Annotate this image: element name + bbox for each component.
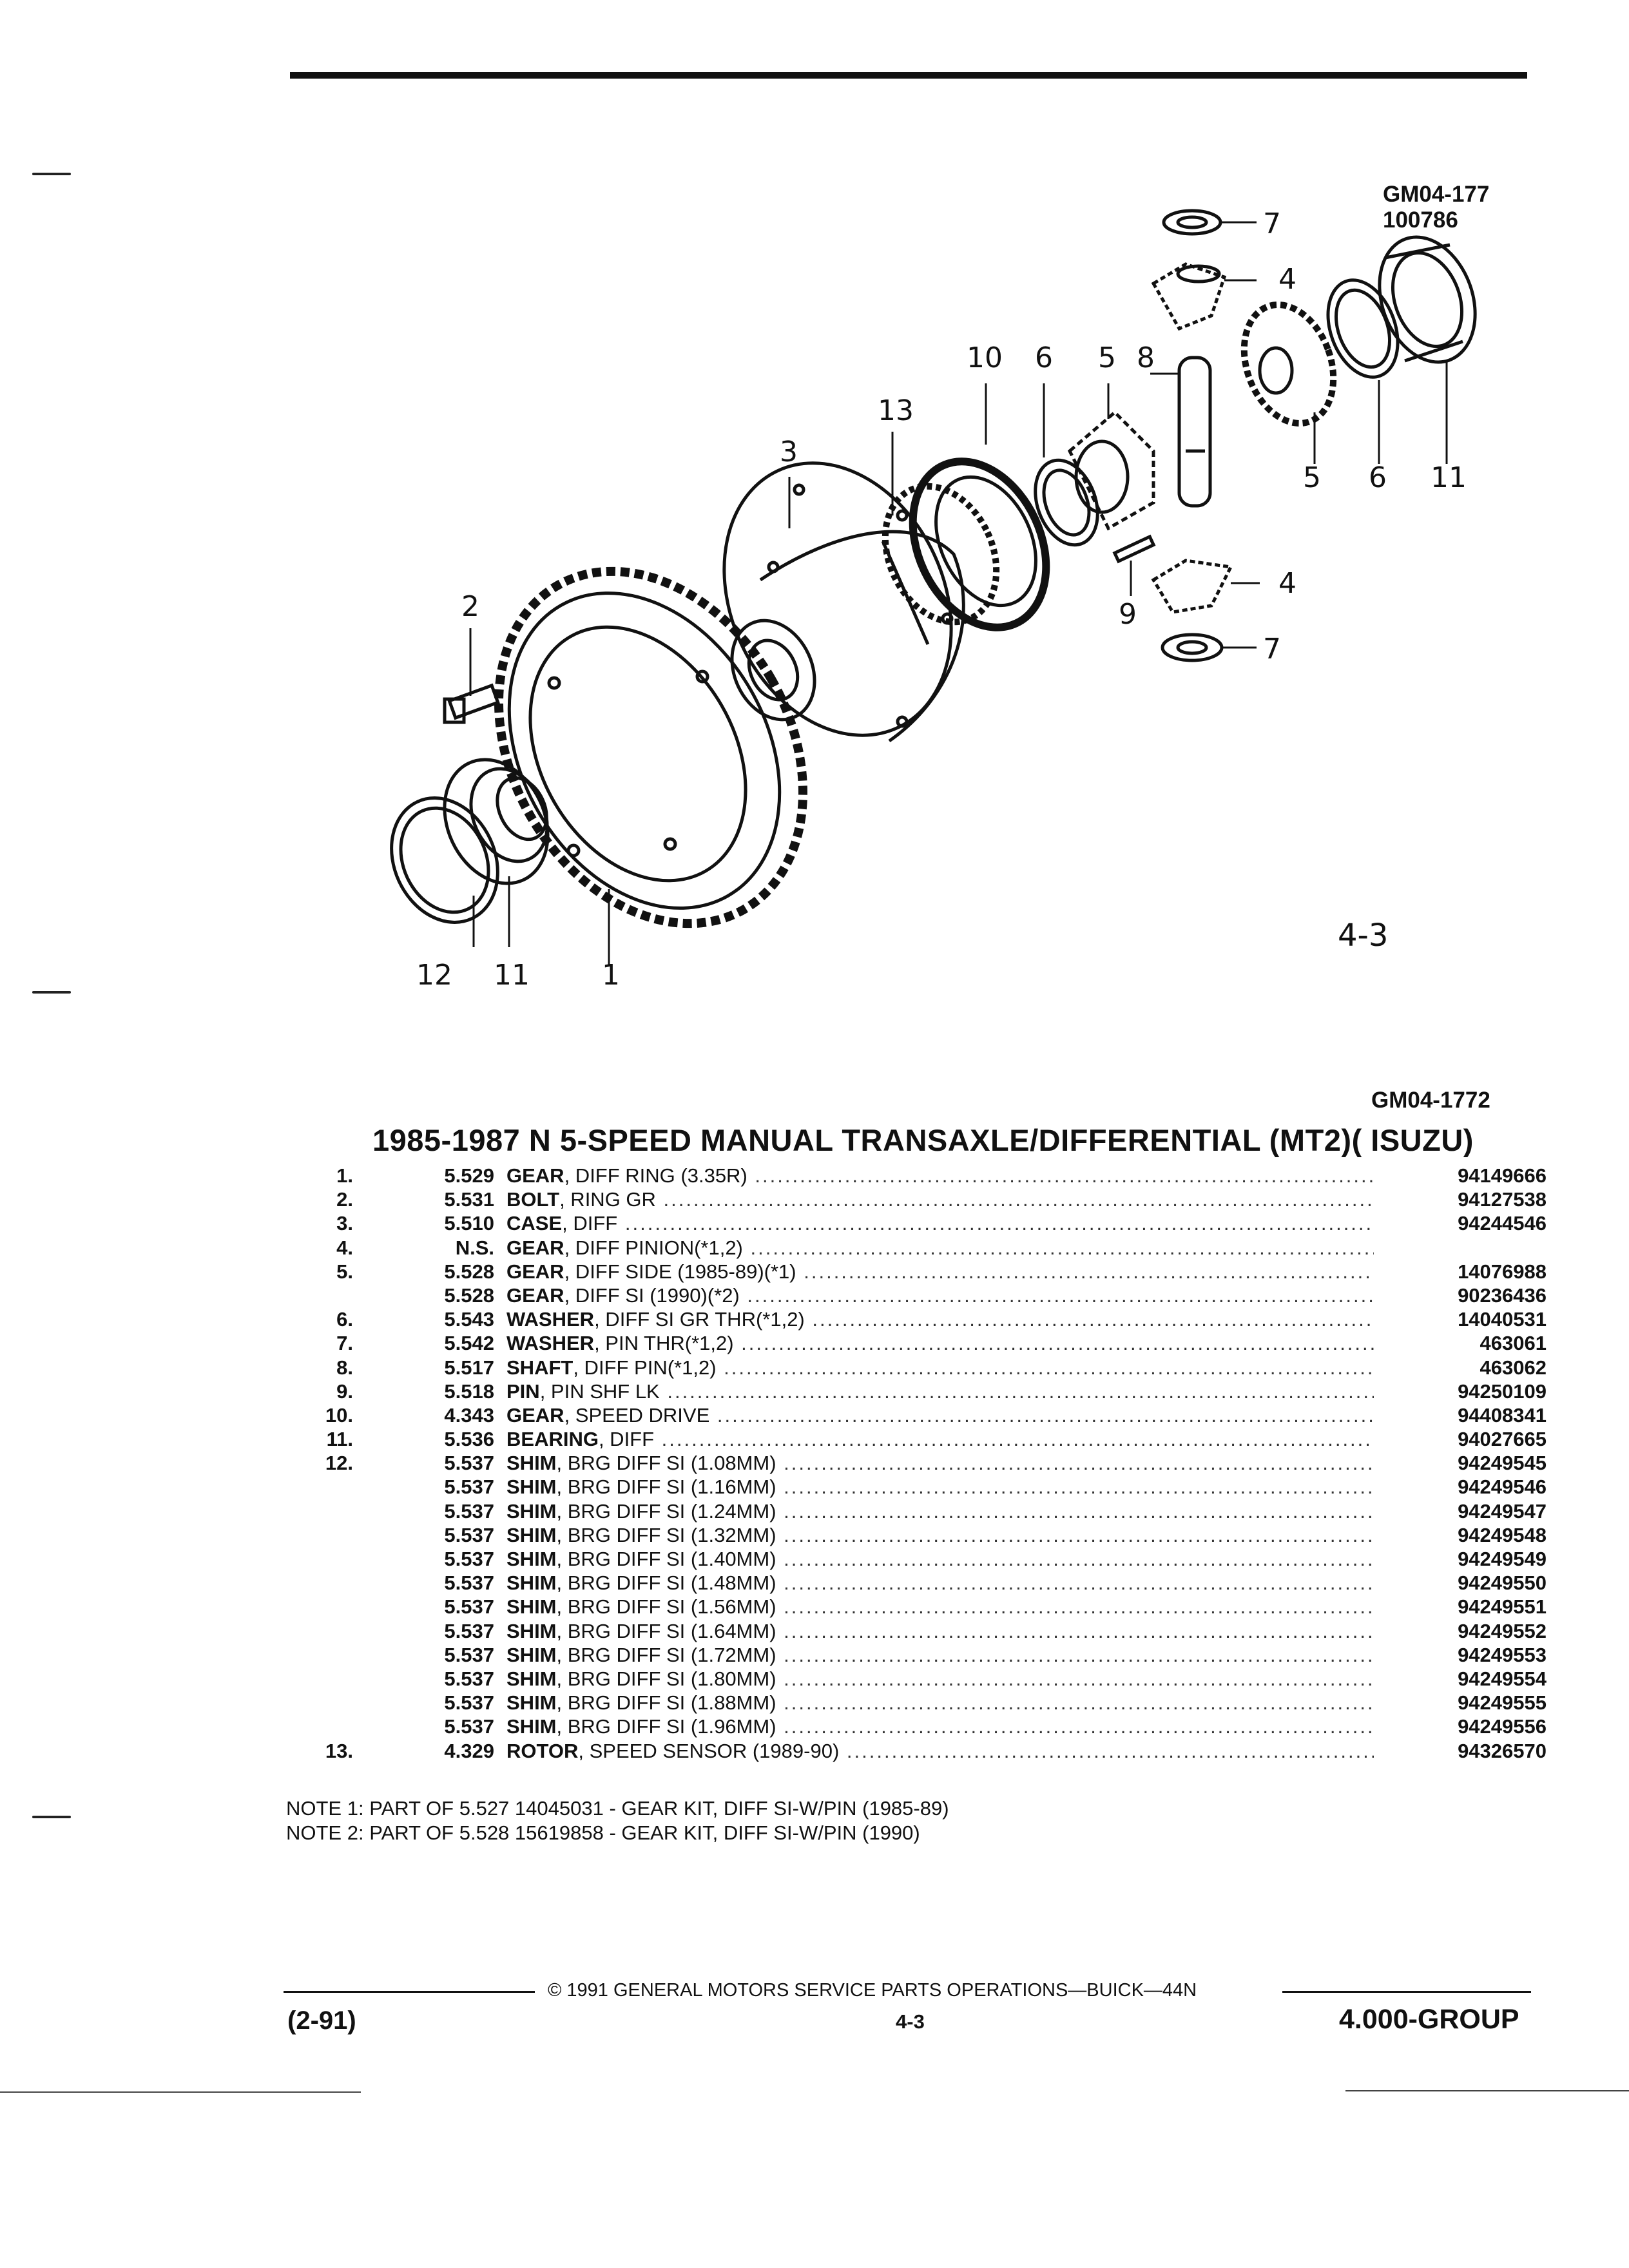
group-number: 5.536 bbox=[444, 1428, 494, 1451]
group-number: 5.537 bbox=[444, 1475, 494, 1499]
part-description bbox=[506, 1379, 1374, 1403]
section-title: 1985-1987 N 5-SPEED MANUAL TRANSAXLE/DIFFERENTIAL (MT2)( ISUZU) bbox=[372, 1123, 1474, 1157]
part-number: 94249555 bbox=[1458, 1691, 1547, 1715]
part-detail: , PIN SHF LK bbox=[539, 1379, 660, 1403]
part-detail: , BRG DIFF SI (1.96MM) bbox=[556, 1715, 776, 1738]
group-number: 5.528 bbox=[444, 1260, 494, 1283]
part-description bbox=[506, 1164, 1374, 1187]
part-detail: , DIFF PINION(*1,2) bbox=[564, 1236, 743, 1259]
callout-12: 12 bbox=[416, 959, 452, 992]
part-detail: , BRG DIFF SI (1.32MM) bbox=[556, 1523, 776, 1546]
callout-6-right: 6 bbox=[1369, 461, 1387, 494]
part-name: WASHER bbox=[506, 1332, 595, 1355]
part-detail: , BRG DIFF SI (1.48MM) bbox=[556, 1571, 776, 1595]
group-number: 5.537 bbox=[444, 1571, 494, 1595]
parts-row bbox=[322, 1331, 1547, 1355]
parts-row bbox=[322, 1739, 1547, 1763]
part-name: SHIM bbox=[506, 1619, 557, 1642]
part-description bbox=[506, 1307, 1374, 1331]
group-number: 5.537 bbox=[444, 1523, 494, 1546]
group-number: 5.537 bbox=[444, 1452, 494, 1475]
parts-row bbox=[322, 1571, 1547, 1595]
part-name: GEAR bbox=[506, 1164, 564, 1187]
footer-page: 4-3 bbox=[896, 2010, 925, 2033]
item-number: 1. bbox=[336, 1164, 353, 1187]
item-number: 12. bbox=[325, 1452, 353, 1475]
part-detail: , RING GR bbox=[559, 1188, 656, 1211]
parts-row bbox=[322, 1427, 1547, 1451]
part-detail: , BRG DIFF SI (1.24MM) bbox=[556, 1499, 776, 1523]
part-detail: , DIFF bbox=[598, 1428, 655, 1451]
part-description bbox=[506, 1691, 1374, 1715]
part-detail: , BRG DIFF SI (1.80MM) bbox=[556, 1667, 776, 1690]
washer-6-right-drawing bbox=[1315, 271, 1410, 387]
part-description bbox=[506, 1356, 1374, 1379]
part-number: 94408341 bbox=[1458, 1403, 1547, 1427]
footer-rule-left bbox=[284, 1991, 535, 1993]
part-name: SHIM bbox=[506, 1691, 557, 1715]
callout-4-top: 4 bbox=[1278, 263, 1296, 296]
item-number: 7. bbox=[336, 1332, 353, 1355]
part-description bbox=[506, 1187, 1374, 1211]
item-number: 5. bbox=[336, 1260, 353, 1283]
part-number: 94249553 bbox=[1458, 1643, 1547, 1666]
group-number: 5.528 bbox=[444, 1283, 494, 1307]
callout-1: 1 bbox=[602, 959, 620, 992]
callout-5-right: 5 bbox=[1303, 461, 1321, 494]
part-name: SHIM bbox=[506, 1643, 557, 1666]
parts-row bbox=[322, 1379, 1547, 1403]
part-detail: , BRG DIFF SI (1.16MM) bbox=[556, 1475, 776, 1499]
parts-row bbox=[322, 1260, 1547, 1283]
callout-11-right: 11 bbox=[1431, 461, 1467, 494]
parts-row bbox=[322, 1451, 1547, 1475]
group-number: N.S. bbox=[455, 1236, 494, 1259]
part-description bbox=[506, 1499, 1374, 1523]
parts-row bbox=[322, 1715, 1547, 1738]
callout-11: 11 bbox=[494, 959, 530, 992]
part-number: 94027665 bbox=[1458, 1428, 1547, 1451]
callout-6: 6 bbox=[1035, 341, 1053, 374]
group-number: 5.537 bbox=[444, 1548, 494, 1570]
item-number: 2. bbox=[336, 1188, 353, 1211]
parts-row bbox=[322, 1211, 1547, 1235]
part-description bbox=[506, 1236, 1374, 1260]
part-number: 90236436 bbox=[1458, 1283, 1547, 1307]
part-name: GEAR bbox=[506, 1236, 564, 1259]
part-name: SHAFT bbox=[506, 1356, 574, 1379]
part-number: 94127538 bbox=[1458, 1188, 1547, 1211]
part-number: 94149666 bbox=[1458, 1164, 1547, 1187]
group-number: 5.537 bbox=[444, 1499, 494, 1523]
part-number: 94249548 bbox=[1458, 1523, 1547, 1546]
callout-7-bottom: 7 bbox=[1263, 633, 1281, 666]
bottom-rule-right bbox=[1345, 2090, 1629, 2091]
part-detail: , PIN THR(*1,2) bbox=[594, 1332, 734, 1355]
footer-copyright: © 1991 GENERAL MOTORS SERVICE PARTS OPERATIONS—BUICK—44N bbox=[548, 1980, 1197, 2001]
group-number: 4.329 bbox=[444, 1739, 494, 1762]
callout-4-bottom: 4 bbox=[1278, 567, 1296, 600]
parts-row bbox=[322, 1547, 1547, 1571]
part-name: PIN bbox=[506, 1379, 540, 1403]
item-number: 9. bbox=[336, 1379, 353, 1403]
part-number: 94249546 bbox=[1458, 1475, 1547, 1499]
part-detail: , SPEED DRIVE bbox=[564, 1403, 710, 1427]
parts-row bbox=[322, 1236, 1547, 1260]
exploded-diagram bbox=[361, 155, 1521, 1005]
figure-code: GM04-177 bbox=[1383, 182, 1490, 207]
part-name: ROTOR bbox=[506, 1739, 579, 1762]
pinion-shaft-8-drawing bbox=[1179, 358, 1210, 506]
parts-row bbox=[322, 1307, 1547, 1331]
part-number: 94249547 bbox=[1458, 1499, 1547, 1523]
part-description bbox=[506, 1667, 1374, 1691]
part-number: 94244546 bbox=[1458, 1212, 1547, 1235]
group-number: 5.537 bbox=[444, 1667, 494, 1690]
parts-row bbox=[322, 1164, 1547, 1187]
part-name: WASHER bbox=[506, 1308, 595, 1331]
bottom-rule-left bbox=[0, 2091, 361, 2093]
note-2: NOTE 2: PART OF 5.528 15619858 - GEAR KIT, DIFF SI-W/PIN (1990) bbox=[286, 1821, 920, 1844]
callout-9: 9 bbox=[1119, 598, 1137, 631]
group-number: 5.531 bbox=[444, 1188, 494, 1211]
part-detail: , BRG DIFF SI (1.64MM) bbox=[556, 1619, 776, 1642]
part-description bbox=[506, 1715, 1374, 1738]
group-number: 5.543 bbox=[444, 1308, 494, 1331]
part-description bbox=[506, 1619, 1374, 1643]
item-number: 6. bbox=[336, 1308, 353, 1331]
parts-list bbox=[322, 1164, 1547, 1763]
part-detail: , DIFF RING (3.35R) bbox=[564, 1164, 747, 1187]
parts-row bbox=[322, 1691, 1547, 1715]
part-description bbox=[506, 1211, 1374, 1235]
part-number: 14040531 bbox=[1458, 1308, 1547, 1331]
callout-10: 10 bbox=[967, 341, 1003, 374]
group-number: 5.537 bbox=[444, 1643, 494, 1666]
group-number: 5.542 bbox=[444, 1332, 494, 1355]
part-name: GEAR bbox=[506, 1260, 564, 1283]
part-description bbox=[506, 1643, 1374, 1667]
parts-row bbox=[322, 1643, 1547, 1667]
footer-group: 4.000-GROUP bbox=[1339, 2004, 1519, 2035]
part-detail: , BRG DIFF SI (1.88MM) bbox=[556, 1691, 776, 1715]
binder-mark bbox=[32, 991, 71, 994]
parts-row bbox=[322, 1187, 1547, 1211]
part-name: CASE bbox=[506, 1212, 563, 1235]
bearing-11-right-drawing bbox=[1363, 224, 1492, 376]
ring-gear-1-drawing bbox=[438, 516, 864, 978]
part-detail: , BRG DIFF SI (1.08MM) bbox=[556, 1452, 776, 1475]
binder-mark bbox=[32, 1816, 71, 1818]
part-name: SHIM bbox=[506, 1548, 557, 1570]
item-number: 11. bbox=[326, 1428, 353, 1451]
part-name: BOLT bbox=[506, 1188, 560, 1211]
part-name: SHIM bbox=[506, 1667, 557, 1690]
item-number: 4. bbox=[336, 1236, 353, 1259]
parts-row bbox=[322, 1619, 1547, 1643]
part-number: 94249554 bbox=[1458, 1667, 1547, 1690]
part-number: 94249551 bbox=[1458, 1595, 1547, 1619]
item-number: 3. bbox=[336, 1212, 353, 1235]
group-number: 5.537 bbox=[444, 1595, 494, 1619]
figure-page-ref: 4-3 bbox=[1338, 918, 1389, 954]
part-description bbox=[506, 1571, 1374, 1595]
notes bbox=[286, 1796, 949, 1845]
part-detail: , DIFF PIN(*1,2) bbox=[573, 1356, 717, 1379]
group-number: 4.343 bbox=[444, 1403, 494, 1427]
part-name: SHIM bbox=[506, 1523, 557, 1546]
callout-13: 13 bbox=[878, 394, 914, 427]
callout-2: 2 bbox=[461, 590, 479, 623]
part-number: 94249556 bbox=[1458, 1715, 1547, 1738]
part-description bbox=[506, 1427, 1374, 1451]
parts-row bbox=[322, 1667, 1547, 1691]
part-description bbox=[506, 1475, 1374, 1499]
part-description bbox=[506, 1547, 1374, 1571]
part-detail: , BRG DIFF SI (1.72MM) bbox=[556, 1643, 776, 1666]
figure-date-code: 100786 bbox=[1383, 207, 1458, 233]
parts-row bbox=[322, 1356, 1547, 1379]
part-detail: , DIFF SI GR THR(*1,2) bbox=[594, 1308, 805, 1331]
part-detail: , DIFF SIDE (1985-89)(*1) bbox=[564, 1260, 796, 1283]
parts-row bbox=[322, 1523, 1547, 1547]
part-description bbox=[506, 1260, 1374, 1283]
footer-date: (2-91) bbox=[287, 2006, 356, 2035]
part-number: 94249550 bbox=[1458, 1571, 1547, 1595]
item-number: 10. bbox=[325, 1403, 353, 1427]
top-rule bbox=[290, 72, 1527, 79]
lock-pin-9-drawing bbox=[1115, 537, 1153, 561]
footer-rule-right bbox=[1282, 1991, 1531, 1993]
part-number: 463062 bbox=[1480, 1356, 1547, 1379]
group-number: 5.510 bbox=[444, 1212, 494, 1235]
part-number: 94249552 bbox=[1458, 1619, 1547, 1642]
callout-5: 5 bbox=[1098, 341, 1116, 374]
parts-row bbox=[322, 1283, 1547, 1307]
group-number: 5.518 bbox=[444, 1379, 494, 1403]
part-name: SHIM bbox=[506, 1475, 557, 1499]
part-description bbox=[506, 1739, 1374, 1763]
part-number: 94326570 bbox=[1458, 1739, 1547, 1762]
washer-6-drawing bbox=[1024, 452, 1108, 554]
part-number: 463061 bbox=[1480, 1332, 1547, 1355]
part-name: GEAR bbox=[506, 1283, 564, 1307]
group-number: 5.517 bbox=[444, 1356, 494, 1379]
part-description bbox=[506, 1523, 1374, 1547]
part-name: SHIM bbox=[506, 1571, 557, 1595]
part-number: 14076988 bbox=[1458, 1260, 1547, 1283]
part-description bbox=[506, 1403, 1374, 1427]
callout-8: 8 bbox=[1137, 341, 1155, 374]
part-number: 94249545 bbox=[1458, 1452, 1547, 1475]
callout-3: 3 bbox=[780, 436, 798, 468]
part-description bbox=[506, 1331, 1374, 1355]
part-detail: , BRG DIFF SI (1.56MM) bbox=[556, 1595, 776, 1619]
side-gear-5-drawing bbox=[1070, 412, 1153, 528]
part-name: GEAR bbox=[506, 1403, 564, 1427]
part-description bbox=[506, 1283, 1374, 1307]
part-detail: , BRG DIFF SI (1.40MM) bbox=[556, 1548, 776, 1570]
item-number: 13. bbox=[325, 1739, 353, 1762]
parts-row bbox=[322, 1475, 1547, 1499]
part-name: SHIM bbox=[506, 1715, 557, 1738]
part-number: 94250109 bbox=[1458, 1379, 1547, 1403]
part-number: 94249549 bbox=[1458, 1548, 1547, 1570]
group-number: 5.537 bbox=[444, 1691, 494, 1715]
part-detail: , DIFF bbox=[562, 1212, 618, 1235]
note-1: NOTE 1: PART OF 5.527 14045031 - GEAR KIT, DIFF SI-W/PIN (1985-89) bbox=[286, 1797, 949, 1820]
parts-row bbox=[322, 1499, 1547, 1523]
part-description bbox=[506, 1595, 1374, 1619]
group-number: 5.529 bbox=[444, 1164, 494, 1187]
parts-row bbox=[322, 1403, 1547, 1427]
pinion-gear-4-drawing bbox=[1153, 264, 1231, 612]
part-description bbox=[506, 1451, 1374, 1475]
part-name: SHIM bbox=[506, 1595, 557, 1619]
group-number: 5.537 bbox=[444, 1619, 494, 1642]
part-detail: , DIFF SI (1990)(*2) bbox=[564, 1283, 740, 1307]
parts-row bbox=[322, 1595, 1547, 1619]
callout-7-top: 7 bbox=[1263, 207, 1281, 240]
side-gear-5-right-drawing bbox=[1228, 292, 1349, 436]
part-name: BEARING bbox=[506, 1428, 599, 1451]
part-name: SHIM bbox=[506, 1499, 557, 1523]
part-detail: , SPEED SENSOR (1989-90) bbox=[578, 1739, 840, 1762]
group-number: 5.537 bbox=[444, 1715, 494, 1738]
binder-mark bbox=[32, 173, 71, 175]
section-code: GM04-1772 bbox=[1371, 1088, 1490, 1113]
item-number: 8. bbox=[336, 1356, 353, 1379]
part-name: SHIM bbox=[506, 1452, 557, 1475]
